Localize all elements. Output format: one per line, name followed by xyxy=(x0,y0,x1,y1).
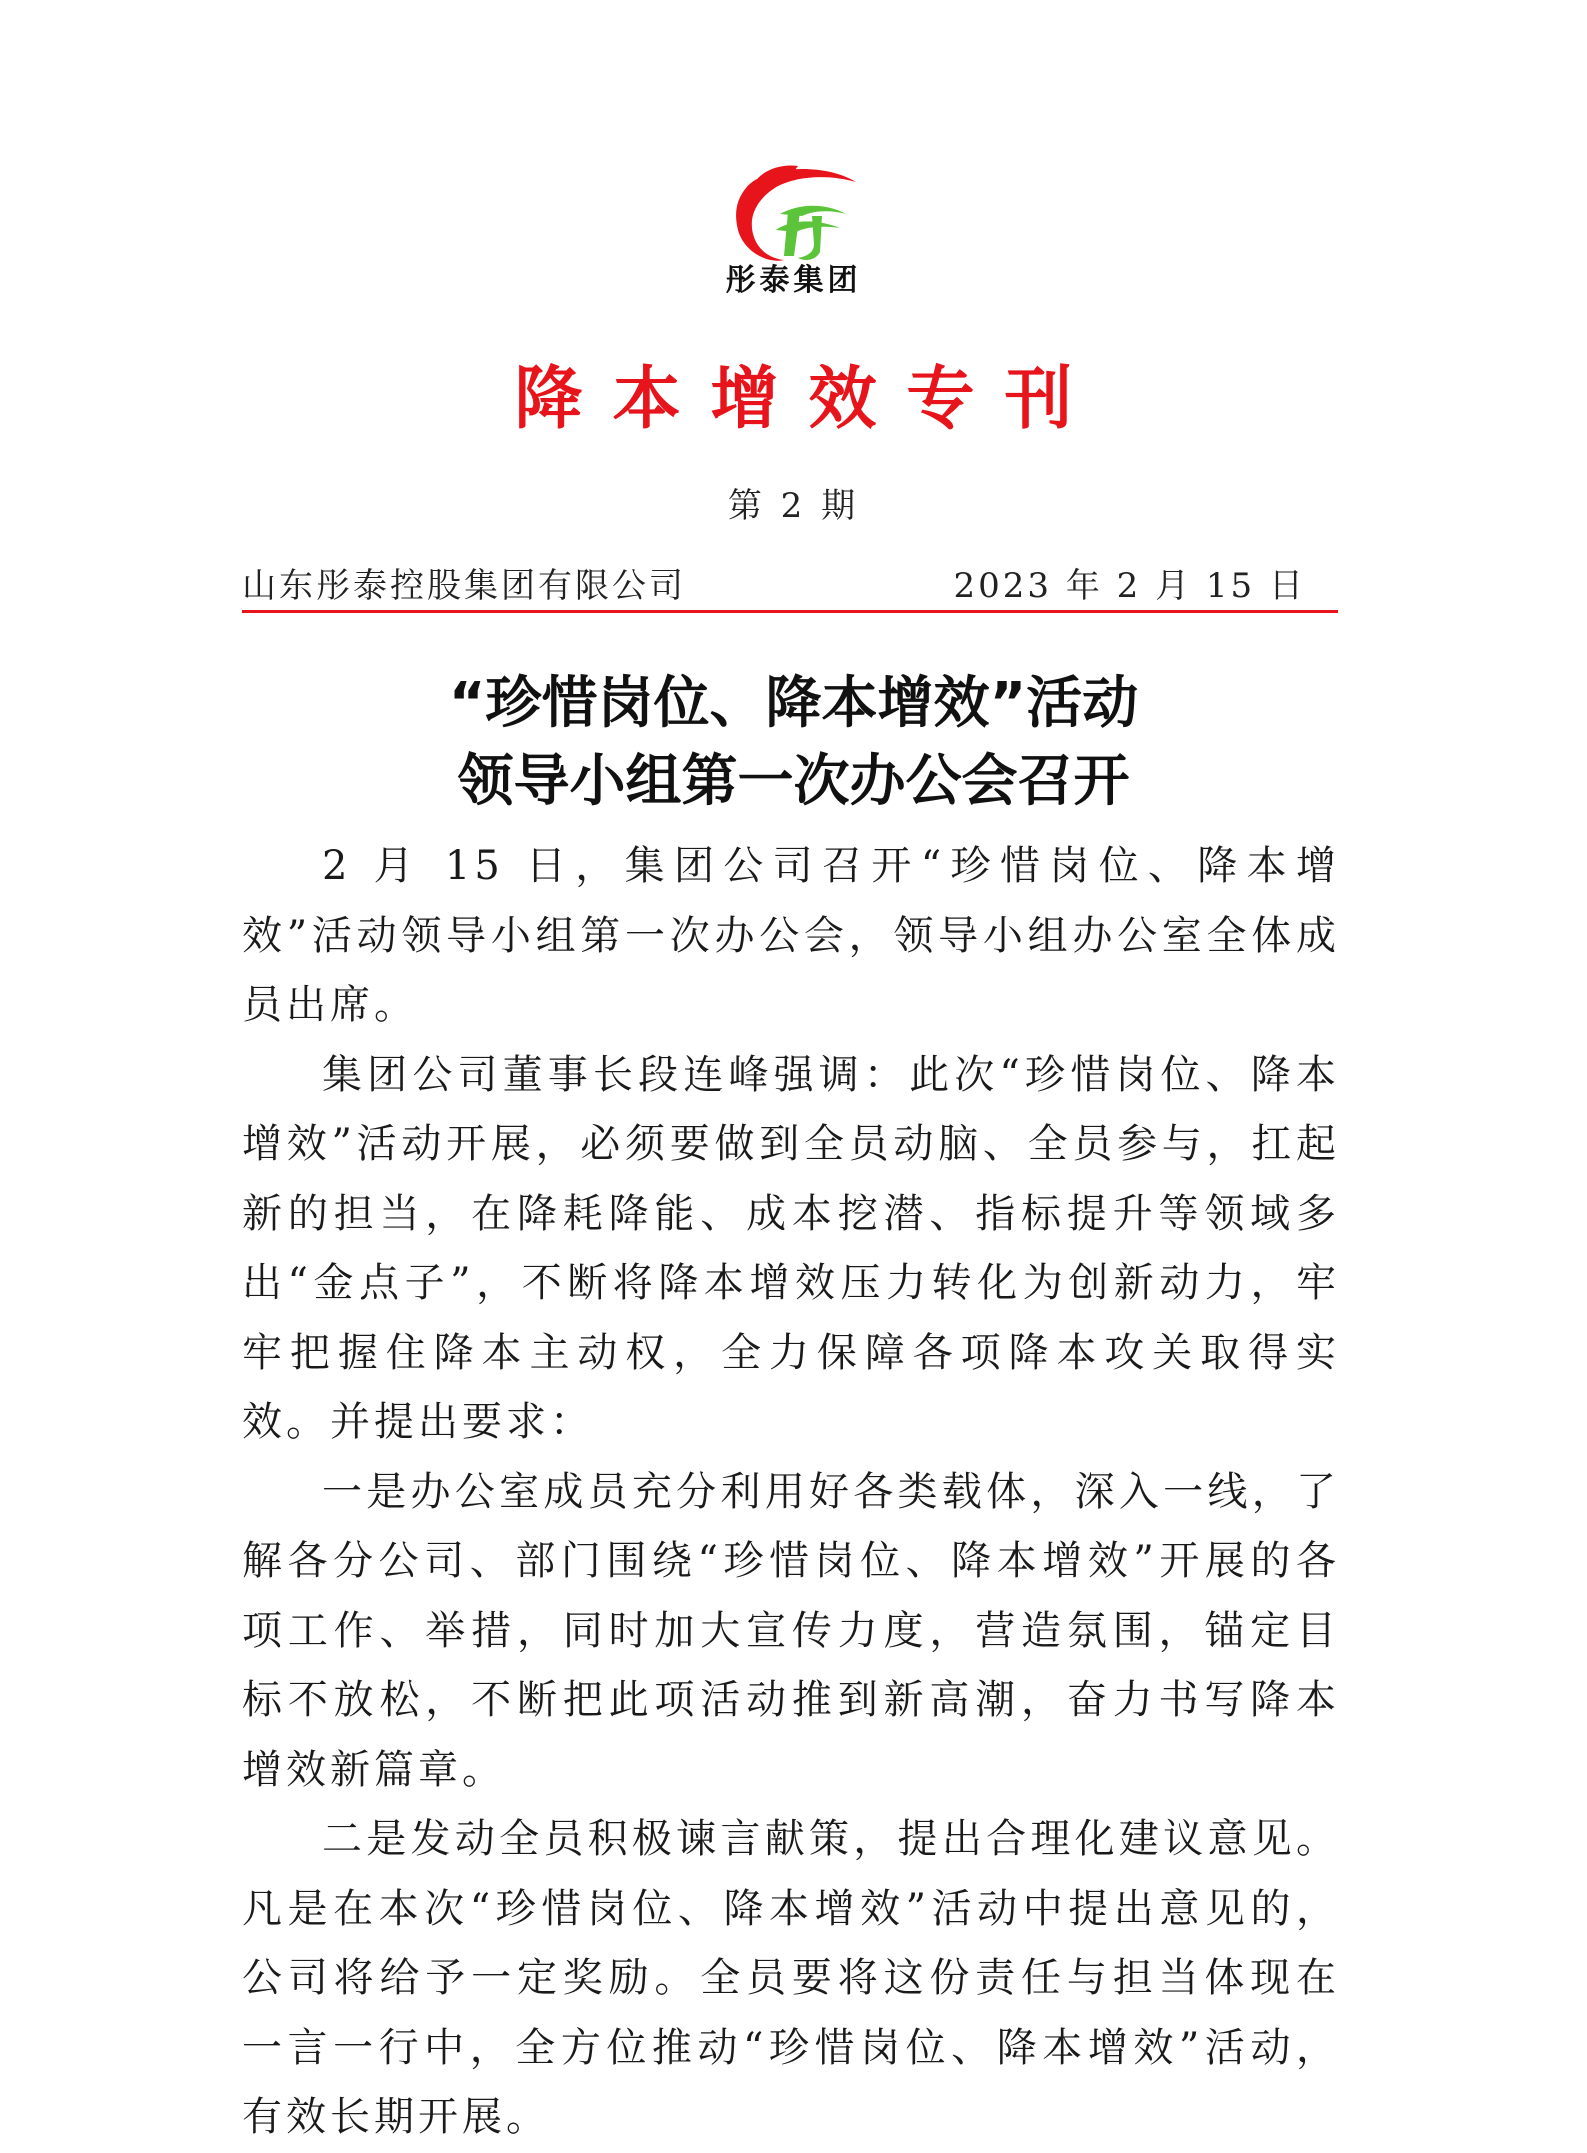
publish-date: 2023 年 2 月 15 日 xyxy=(953,566,1306,606)
logo-text: 彤泰集团 xyxy=(725,263,862,298)
article-paragraph: 二是发动全员积极谏言献策，提出合理化建议意见。凡是在本次“珍惜岗位、降本增效”活动中提出意见的，公司将给予一定奖励。全员要将这份责任与担当体现在一言一行中，全方位推动“珍惜岗位、降本增效”活动，有效长期开展。 xyxy=(242,1816,1340,2140)
masthead-title: 降本增效专刊 xyxy=(514,360,1103,439)
article-title-line-2: 领导小组第一次办公会召开 xyxy=(457,749,1130,814)
issue-number: 第 2 期 xyxy=(727,486,860,526)
article-paragraph: 集团公司董事长段连峰强调：此次“珍惜岗位、降本增效”活动开展，必须要做到全员动脑、全员参与，扛起新的担当，在降耗降能、成本挖潜、指标提升等领域多出“金点子”，不断将降本增效压力转化为创新动力，牢牢把握住降本主动权，全力保障各项降本攻关取得实效。并提出要求： xyxy=(242,1051,1340,1445)
article-title xyxy=(0,665,1587,821)
article-title-line-1: “珍惜岗位、降本增效”活动 xyxy=(448,671,1139,736)
publisher-line xyxy=(242,558,1338,608)
article-paragraph: 2 月 15 日，集团公司召开“珍惜岗位、降本增效”活动领导小组第一次办公会，领导小组办公室全体成员出席。 xyxy=(242,843,1340,1028)
article-paragraph: 一是办公室成员充分利用好各类载体，深入一线，了解各分公司、部门围绕“珍惜岗位、降本增效”开展的各项工作、举措，同时加大宣传力度，营造氛围，锚定目标不放松，不断把此项活动推到新高潮，奋力书写降本增效新篇章。 xyxy=(242,1468,1340,1793)
red-divider xyxy=(242,610,1338,613)
organization-name: 山东彤泰控股集团有限公司 xyxy=(242,566,686,606)
article-body xyxy=(242,832,1340,2153)
